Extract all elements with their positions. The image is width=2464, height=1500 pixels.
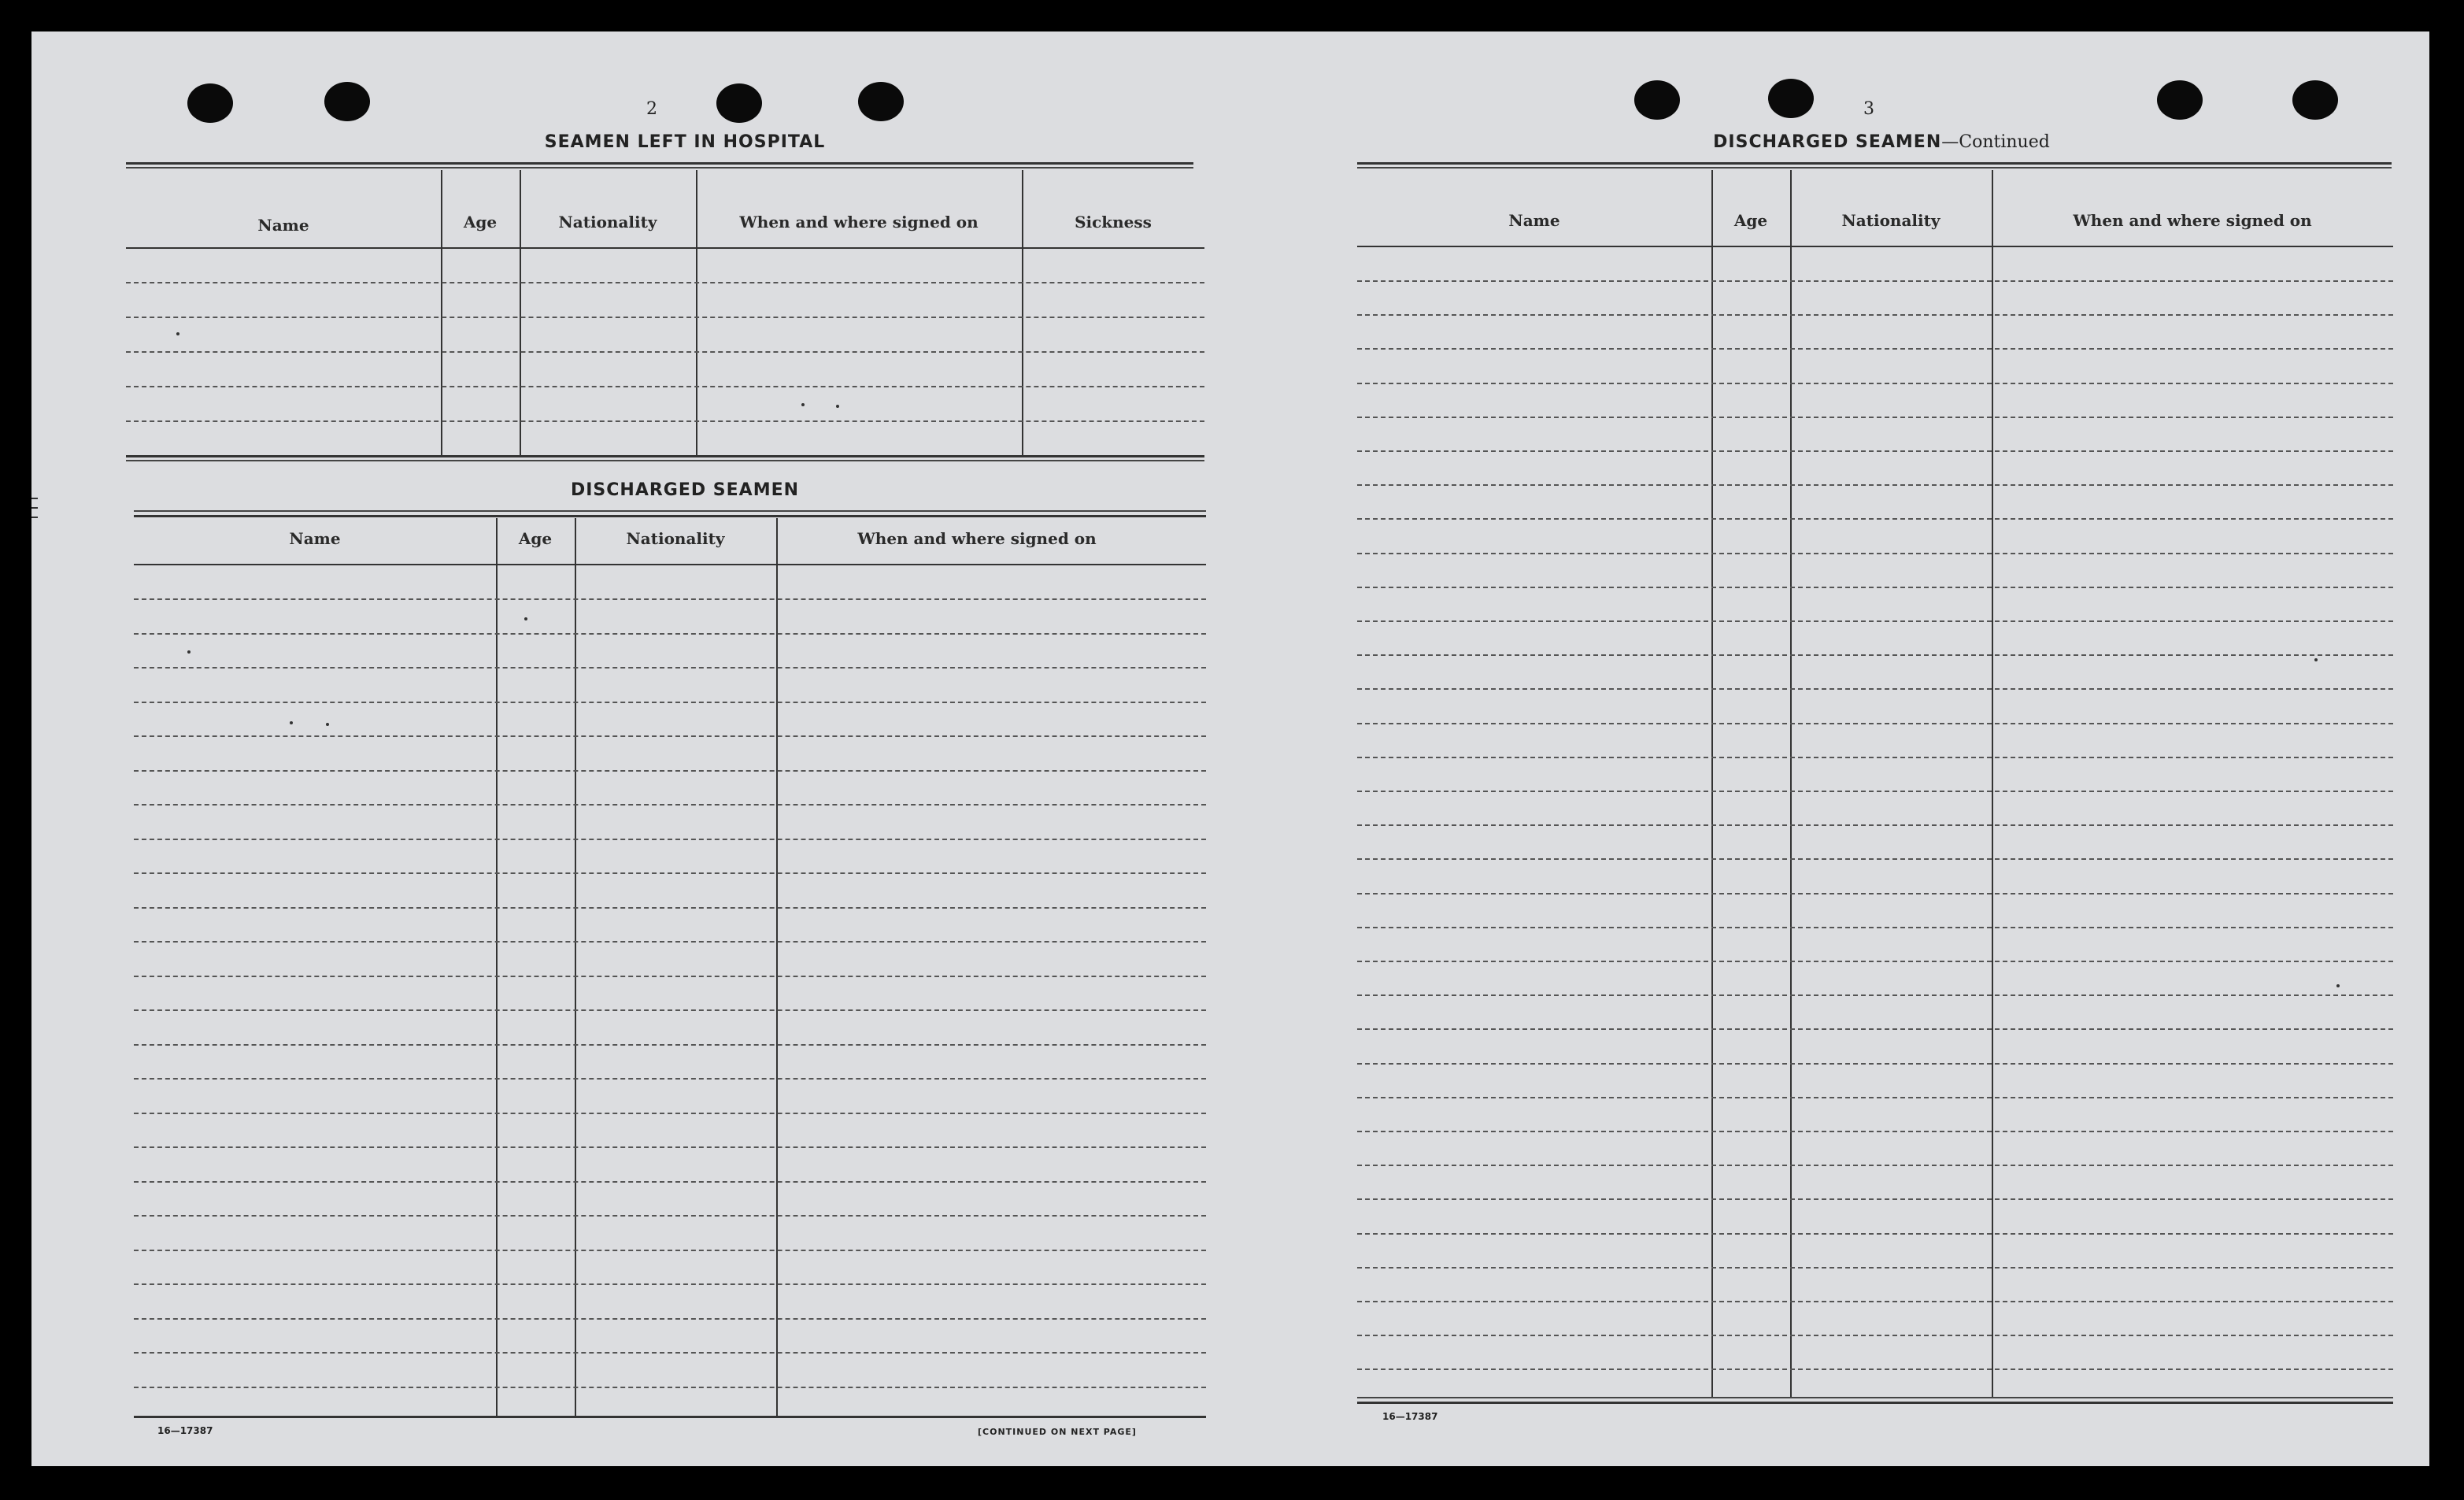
column-header-name: Name [257, 216, 309, 235]
header-rule [126, 162, 1193, 165]
table-row-line [1357, 961, 2393, 962]
punch-hole [716, 83, 762, 123]
table-end-rule [134, 1416, 1206, 1418]
left-page [31, 31, 1244, 1466]
scan-speck [2336, 984, 2340, 987]
column-header-nationality: Nationality [558, 213, 657, 231]
table-row-line [134, 839, 1206, 840]
table-end-rule [126, 460, 1204, 461]
continued-note: [CONTINUED ON NEXT PAGE] [978, 1427, 1137, 1437]
scan-speck [836, 405, 839, 408]
table-row-line [1357, 1097, 2393, 1098]
table-row-line [1357, 1165, 2393, 1166]
table-row-line [126, 386, 1204, 387]
page-number: 3 [1863, 99, 1874, 119]
table-row-line [134, 702, 1206, 703]
table-row-line [134, 941, 1206, 943]
table-row-line [134, 598, 1206, 600]
punch-hole [1634, 80, 1680, 120]
column-header-when-where: When and where signed on [857, 529, 1097, 548]
table-row-line [1357, 620, 2393, 622]
table-row-line [134, 976, 1206, 977]
column-header-nationality: Nationality [1841, 211, 1940, 230]
scan-speck [176, 332, 179, 335]
scan-speck [801, 403, 805, 406]
scan-speck [2314, 658, 2318, 661]
column-divider [441, 170, 442, 455]
discharged-table [134, 518, 1206, 1416]
table-row-line [134, 1113, 1206, 1114]
punch-hole [324, 82, 370, 121]
table-row-line [1357, 1028, 2393, 1030]
table-row-line [134, 1044, 1206, 1046]
scan-speck [187, 650, 191, 654]
table-row-line [134, 1009, 1206, 1011]
punch-hole [1768, 79, 1814, 118]
scan-speck [326, 723, 329, 726]
table-row-line [1357, 757, 2393, 758]
table-row-line [1357, 587, 2393, 588]
table-row-line [1357, 791, 2393, 792]
table-row-line [126, 282, 1204, 283]
table-end-rule [126, 455, 1204, 457]
column-header-age: Age [463, 213, 498, 231]
table-end-rule [1357, 1402, 2393, 1404]
table-row-line [1357, 518, 2393, 520]
table-row-line [134, 907, 1206, 909]
table-row-line [1357, 348, 2393, 350]
section-title-suffix: —Continued [1941, 132, 2050, 152]
hospital-table [126, 170, 1204, 455]
table-row-line [1357, 723, 2393, 724]
edge-mark [31, 517, 38, 518]
table-row-line [1357, 383, 2393, 384]
column-header-sickness: Sickness [1075, 213, 1152, 231]
column-header-name: Name [1508, 211, 1560, 230]
table-row-line [1357, 858, 2393, 860]
table-row-line [134, 1283, 1206, 1285]
column-divider [696, 170, 697, 455]
column-divider [1992, 170, 1993, 1398]
table-row-line [1357, 417, 2393, 418]
document-sheet [31, 31, 2429, 1466]
section-title-main: DISCHARGED SEAMEN [1713, 132, 1942, 152]
table-row-line [1357, 927, 2393, 928]
header-rule [1357, 162, 2392, 165]
table-row-line [134, 872, 1206, 874]
header-bottom-rule [1357, 246, 2393, 247]
punch-hole [858, 82, 904, 121]
hospital-section-title: SEAMEN LEFT IN HOSPITAL [544, 132, 826, 152]
table-row-line [1357, 280, 2393, 282]
table-row-line [134, 770, 1206, 772]
column-header-age: Age [518, 529, 553, 548]
column-header-nationality: Nationality [626, 529, 725, 548]
table-row-line [126, 317, 1204, 318]
table-row-line [134, 667, 1206, 669]
table-row-line [126, 420, 1204, 422]
table-row-line [134, 1352, 1206, 1354]
table-row-line [1357, 994, 2393, 996]
header-bottom-rule [126, 247, 1204, 249]
column-header-when-where: When and where signed on [739, 213, 979, 231]
table-row-line [134, 1146, 1206, 1148]
header-bottom-rule [134, 564, 1206, 565]
table-row-line [134, 1387, 1206, 1388]
table-row-line [1357, 484, 2393, 486]
column-header-age: Age [1733, 211, 1768, 230]
table-row-line [1357, 893, 2393, 894]
table-row-line [1357, 1369, 2393, 1370]
discharged-section-title: DISCHARGED SEAMEN [570, 480, 800, 500]
table-row-line [134, 1181, 1206, 1183]
punch-hole [2157, 80, 2203, 120]
header-rule [126, 167, 1193, 169]
right-page [1244, 31, 2429, 1466]
table-row-line [1357, 688, 2393, 690]
column-divider [776, 518, 778, 1416]
edge-mark [31, 498, 38, 499]
column-divider [520, 170, 521, 455]
column-header-when-where: When and where signed on [2073, 211, 2312, 230]
table-row-line [1357, 1131, 2393, 1132]
header-rule [134, 515, 1206, 517]
table-row-line [1357, 1301, 2393, 1302]
table-row-line [1357, 1267, 2393, 1269]
table-end-rule [1357, 1397, 2393, 1398]
table-row-line [134, 1078, 1206, 1080]
table-row-line [1357, 450, 2393, 452]
table-row-line [1357, 1335, 2393, 1336]
table-row-line [134, 633, 1206, 635]
page-number: 2 [646, 99, 657, 119]
form-number: 16—17387 [1382, 1411, 1438, 1422]
column-divider [496, 518, 498, 1416]
column-divider [1022, 170, 1023, 455]
table-row-line [1357, 553, 2393, 554]
table-row-line [134, 735, 1206, 737]
table-row-line [1357, 1233, 2393, 1235]
table-row-line [134, 804, 1206, 806]
column-divider [1790, 170, 1792, 1398]
column-divider [575, 518, 576, 1416]
discharged-continued-table [1357, 170, 2393, 1398]
table-row-line [1357, 314, 2393, 316]
header-rule [1357, 167, 2392, 169]
table-row-line [1357, 824, 2393, 826]
edge-mark [31, 507, 38, 509]
discharged-continued-title [1527, 132, 2236, 152]
table-row-line [126, 351, 1204, 353]
table-row-line [1357, 654, 2393, 656]
table-row-line [134, 1250, 1206, 1251]
column-divider [1711, 170, 1713, 1398]
column-header-name: Name [289, 529, 341, 548]
form-number: 16—17387 [157, 1425, 213, 1436]
table-row-line [1357, 1198, 2393, 1200]
punch-hole [187, 83, 233, 123]
header-rule [134, 510, 1206, 512]
table-row-line [134, 1318, 1206, 1320]
scan-speck [524, 617, 527, 620]
table-row-line [134, 1215, 1206, 1217]
punch-hole [2292, 80, 2338, 120]
scan-speck [290, 721, 293, 724]
table-row-line [1357, 1063, 2393, 1065]
